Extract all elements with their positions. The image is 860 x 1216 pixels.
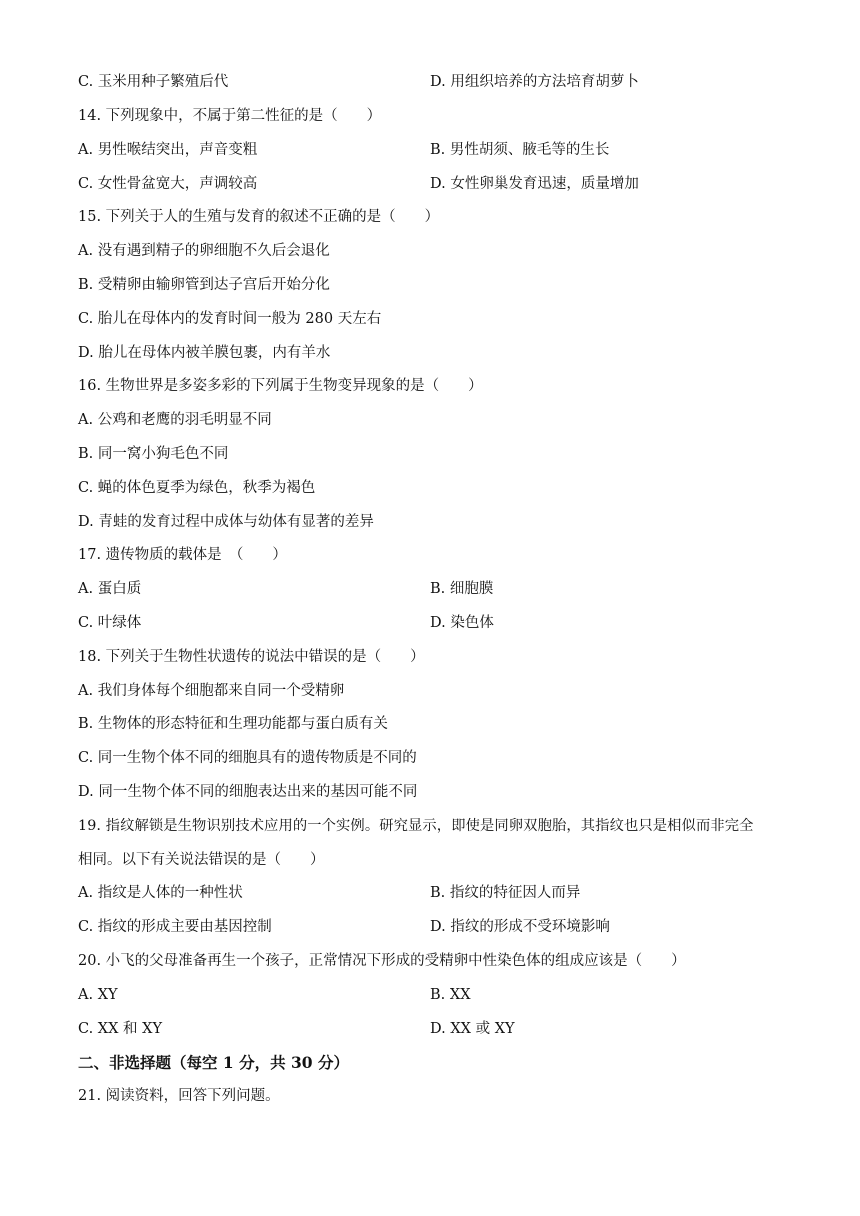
- q20-option-c: C. XX 和 XY: [78, 1021, 163, 1037]
- q14-option-a: A. 男性喉结突出，声音变粗: [78, 142, 258, 158]
- q15-option-d: D. 胎儿在母体内被羊膜包裹，内有羊水: [78, 345, 331, 361]
- q19-stem-line-1: 19. 指纹解锁是生物识别技术应用的一个实例。研究显示，即使是同卵双胞胎，其指纹也只是相似而非完全: [78, 818, 754, 834]
- q18-option-a: A. 我们身体每个细胞都来自同一个受精卵: [78, 683, 345, 699]
- q18-stem: 18. 下列关于生物性状遗传的说法中错误的是（ ）: [78, 649, 425, 665]
- q18-option-d: D. 同一生物个体不同的细胞表达出来的基因可能不同: [78, 784, 418, 800]
- q13-option-c: C. 玉米用种子繁殖后代: [78, 74, 229, 90]
- q14-stem: 14. 下列现象中，不属于第二性征的是（ ）: [78, 108, 382, 124]
- q17-stem: 17. 遗传物质的载体是 （ ）: [78, 547, 287, 563]
- q17-option-b: B. 细胞膜: [430, 581, 494, 597]
- q19-option-b: B. 指纹的特征因人而异: [430, 885, 581, 901]
- q15-option-a: A. 没有遇到精子的卵细胞不久后会退化: [78, 243, 330, 259]
- q17-option-d: D. 染色体: [430, 615, 494, 631]
- q16-option-a: A. 公鸡和老鹰的羽毛明显不同: [78, 412, 272, 428]
- q18-option-c: C. 同一生物个体不同的细胞具有的遗传物质是不同的: [78, 750, 417, 766]
- q13-option-d: D. 用组织培养的方法培育胡萝卜: [430, 74, 639, 90]
- q20-option-d: D. XX 或 XY: [430, 1021, 515, 1037]
- q18-option-b: B. 生物体的形态特征和生理功能都与蛋白质有关: [78, 716, 388, 732]
- q16-option-c: C. 蝇的体色夏季为绿色，秋季为褐色: [78, 480, 316, 496]
- q19-option-a: A. 指纹是人体的一种性状: [78, 885, 243, 901]
- q17-option-a: A. 蛋白质: [78, 581, 142, 597]
- q20-stem: 20. 小飞的父母准备再生一个孩子，正常情况下形成的受精卵中性染色体的组成应该是（ ）: [78, 953, 686, 969]
- q17-option-c: C. 叶绿体: [78, 615, 142, 631]
- q14-option-d: D. 女性卵巢发育迅速，质量增加: [430, 176, 639, 192]
- q19-option-c: C. 指纹的形成主要由基因控制: [78, 919, 272, 935]
- q19-option-d: D. 指纹的形成不受环境影响: [430, 919, 610, 935]
- q15-option-c: C. 胎儿在母体内的发育时间一般为 280 天左右: [78, 311, 382, 327]
- q19-stem-line-2: 相同。以下有关说法错误的是（ ）: [78, 852, 325, 868]
- q20-option-b: B. XX: [430, 987, 471, 1003]
- q16-option-b: B. 同一窝小狗毛色不同: [78, 446, 229, 462]
- q16-option-d: D. 青蛙的发育过程中成体与幼体有显著的差异: [78, 514, 374, 530]
- q16-stem: 16. 生物世界是多姿多彩的下列属于生物变异现象的是（ ）: [78, 378, 483, 394]
- q20-option-a: A. XY: [78, 987, 118, 1003]
- q15-option-b: B. 受精卵由输卵管到达子宫后开始分化: [78, 277, 330, 293]
- q21-stem: 21. 阅读资料，回答下列问题。: [78, 1088, 280, 1104]
- q15-stem: 15. 下列关于人的生殖与发育的叙述不正确的是（ ）: [78, 209, 440, 225]
- q14-option-b: B. 男性胡须、腋毛等的生长: [430, 142, 610, 158]
- section-2-heading: 二、非选择题（每空 1 分，共 30 分）: [78, 1053, 349, 1072]
- q14-option-c: C. 女性骨盆宽大，声调较高: [78, 176, 258, 192]
